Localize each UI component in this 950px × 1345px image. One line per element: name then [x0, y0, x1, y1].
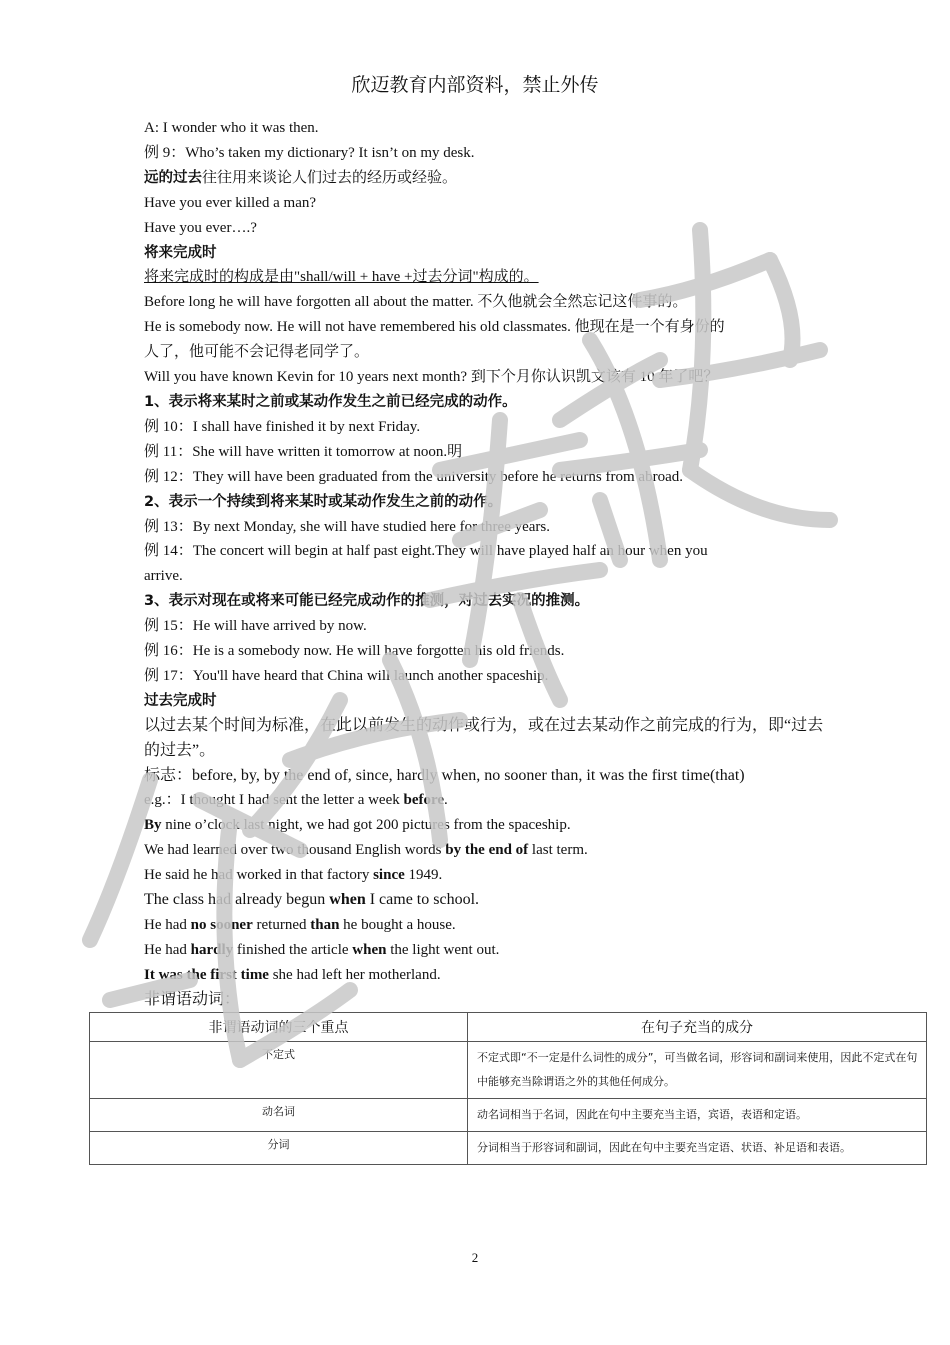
table-cell-term: 不定式 [90, 1042, 468, 1099]
keyword: when [329, 891, 366, 909]
keyword: since [373, 867, 405, 884]
remote-past-note [144, 166, 824, 191]
table-cell-term: 分词 [90, 1132, 468, 1165]
sentence-part: nine o’clock last night, we had got 200 pictures from the spaceship. [161, 817, 571, 834]
example-line: Have you ever….? [144, 219, 257, 236]
table-cell-desc: 动名词相当于名词，因此在句中主要充当主语，宾语，表语和定语。 [468, 1099, 927, 1132]
sentence-part: We had learned over two thousand English words [144, 842, 446, 859]
document-header: 欣迈教育内部资料，禁止外传 [351, 75, 599, 96]
table-cell-term: 动名词 [90, 1099, 468, 1132]
example-12: 例 12：They will have been graduated from the university before he returns from abroad. [144, 468, 683, 485]
table-row [90, 1132, 927, 1165]
sentence-part: . [444, 792, 448, 809]
signal-words: 标志：before, by, by the end of, since, hardly when, no sooner than, it was the first time(that) [144, 766, 745, 784]
example-line-continued: 人了，他可能不会记得老同学了。 [144, 344, 370, 361]
nonfinite-verbs-table [89, 1012, 927, 1165]
past-perfect-definition: 以过去某个时间为标准，在此以前发生的动作或行为，或在过去某动作之前完成的行为，即“过去的过去”。 [144, 716, 824, 759]
dialogue-line: A: I wonder who it was then. [144, 120, 319, 136]
example-line: Have you ever killed a man? [144, 194, 317, 211]
table-cell-desc: 不定式即“不一定是什么词性的成分”，可当做名词，形容词和副词来使用，因此不定式在句中能够充当除谓语之外的其他任何成分。 [468, 1042, 927, 1099]
keyword: By [144, 817, 162, 834]
table-row [90, 1099, 927, 1132]
sentence-part: I came to school. [365, 891, 480, 909]
keyword: before [403, 792, 445, 809]
example-17: 例 17：You'll have heard that China will launch another spaceship. [144, 667, 549, 684]
keyword: when [352, 941, 387, 958]
remote-past-term: 远的过去 [144, 169, 202, 186]
keyword: hardly [190, 941, 234, 958]
example-16: 例 16：He is a somebody now. He will have forgotten his old friends. [144, 643, 565, 660]
future-perfect-structure: 将来完成时的构成是由"shall/will + have +过去分词"构成的。 [144, 269, 539, 286]
example-14: 例 14：The concert will begin at half past eight.They will have played half an hour when you [144, 543, 708, 560]
sentence-part: returned [252, 917, 311, 933]
sentence-part: the light went out. [386, 941, 500, 958]
example-by [144, 813, 824, 838]
example-11: 例 11：She will have written it tomorrow at noon.明 [144, 443, 463, 460]
sentence-part: He had [144, 941, 191, 958]
sentence-part: he bought a house. [339, 917, 456, 933]
usage-heading-2: 2、表示一个持续到将来某时或某动作发生之前的动作。 [144, 493, 503, 510]
sentence-part: she had left her motherland. [268, 966, 441, 983]
table-cell-desc: 分词相当于形容词和副词，因此在句中主要充当定语、状语、补足语和表语。 [468, 1132, 927, 1165]
example-14-continued: arrive. [144, 568, 183, 585]
page-number: 2 [471, 1250, 479, 1265]
remote-past-desc: 往往用来谈论人们过去的经历或经验。 [202, 169, 458, 186]
example-line: Will you have known Kevin for 10 years next month? 到下个月你认识凯文该有 10 年了吧？ [144, 369, 719, 386]
document-body [144, 116, 824, 1013]
keyword: It was the first time [144, 966, 269, 983]
usage-heading-3: 3、表示对现在或将来可能已经完成动作的推测，对过去实况的推测。 [144, 593, 590, 610]
example-hardly [144, 938, 824, 963]
sentence-part: e.g.：I thought I had sent the letter a week [144, 792, 404, 809]
keyword: than [310, 917, 340, 933]
sentence-part: He said he had worked in that factory [144, 867, 374, 884]
example-when [144, 888, 824, 913]
sentence-part: finished the article [233, 941, 353, 958]
keyword: no sooner [190, 917, 253, 933]
section-heading-past-perfect: 过去完成时 [144, 692, 217, 709]
example-13: 例 13：By next Monday, she will have studied here for three years. [144, 518, 551, 535]
example-since [144, 863, 824, 888]
section-heading-nonfinite: 非谓语动词： [144, 990, 241, 1008]
keyword: by the end of [445, 842, 529, 859]
example-9: 例 9：Who’s taken my dictionary? It isn’t on my desk. [144, 144, 475, 161]
example-by-the-end-of [144, 838, 824, 863]
table-header: 在句子充当的成分 [468, 1013, 927, 1042]
sentence-part: 1949. [404, 867, 443, 884]
example-before [144, 788, 824, 813]
table-header-row [90, 1013, 927, 1042]
sentence-part: The class had already begun [144, 891, 330, 909]
example-first-time [144, 963, 824, 988]
section-heading-future-perfect: 将来完成时 [144, 244, 217, 261]
example-line: Before long he will have forgotten all about the matter. 不久他就会全然忘记这件事的。 [144, 294, 688, 311]
table-row [90, 1042, 927, 1099]
sentence-part: last term. [528, 842, 588, 859]
sentence-part: He had [144, 917, 191, 933]
example-no-sooner [144, 913, 824, 938]
usage-heading-1: 1、表示将来某时之前或某动作发生之前已经完成的动作。 [144, 393, 517, 410]
example-10: 例 10：I shall have finished it by next Friday. [144, 418, 421, 435]
example-line: He is somebody now. He will not have remembered his old classmates. 他现在是一个有身份的 [144, 319, 725, 336]
example-15: 例 15：He will have arrived by now. [144, 618, 367, 635]
table-header: 非谓语动词的三个重点 [90, 1013, 468, 1042]
